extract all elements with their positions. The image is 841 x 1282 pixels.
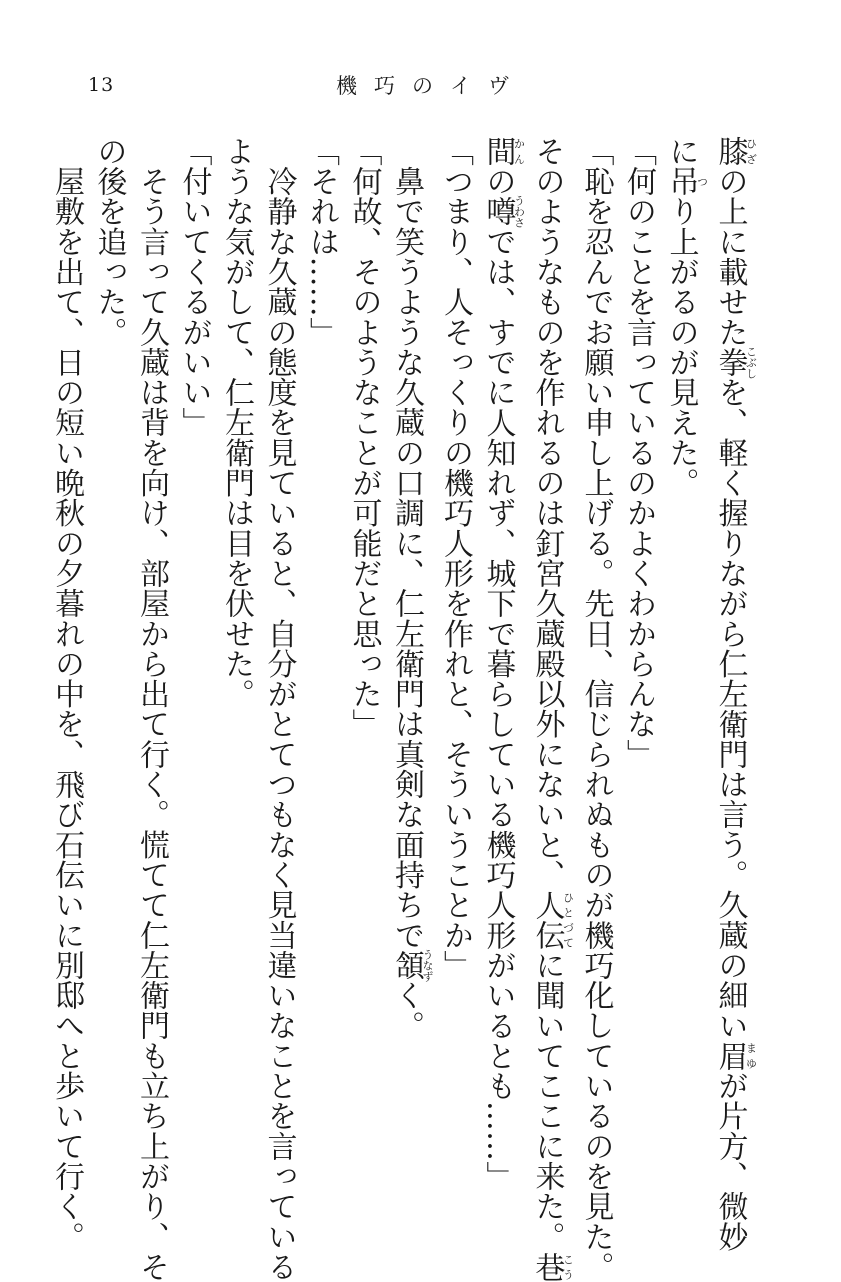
- furigana: こう: [561, 1251, 575, 1282]
- ruby-word: 吊つ: [663, 166, 709, 197]
- text-line: 「それは……」: [304, 136, 339, 348]
- ruby-word: 間かん: [480, 136, 526, 167]
- text-line: の後を追った。: [91, 136, 127, 348]
- running-head-title: 機巧のイヴ: [336, 74, 526, 98]
- furigana: ひざ: [744, 136, 758, 167]
- furigana: うなず: [421, 948, 434, 982]
- furigana: つ: [695, 166, 709, 197]
- text-line: 膝ひざの上に載せた拳こぶしを、軽く握りながら仁左衛門は言う。久蔵の細い眉まゆが片方、微妙: [712, 136, 758, 1252]
- text-line: 「何のことを言っているのかよくわからんな」: [621, 136, 656, 770]
- text-line: 冷静な久蔵の態度を見ていると、自分がとてつもなく見当違いなことを言っている: [261, 136, 297, 1282]
- text-line: そう言って久蔵は背を向け、部屋から出て行く。慌てて仁左衛門も立ち上がり、そ: [134, 136, 169, 1282]
- text-line: 「付いてくるがいい」: [176, 136, 212, 438]
- page-number: 13: [88, 74, 115, 96]
- text-line: 「何故、そのようなことが可能だと思った」: [346, 136, 382, 739]
- text-line: 間かんの噂うわさでは、すでに人知れず、城下で暮らしている機巧人形がいるとも……」: [480, 136, 526, 1192]
- text-line: 「恥を忍んでお願い申し上げる。先日、信じられぬものが機巧化しているのを見た。: [578, 136, 614, 1282]
- text-line: 鼻で笑うような久蔵の口調に、仁左衛門は真剣な面持ちで頷うなずく。: [389, 136, 434, 1041]
- text-line: 「つまり、人そっくりの機巧人形を作れと、そういうことか」: [438, 136, 473, 981]
- text-line: 屋敷を出て、日の短い晩秋の夕暮れの中を、飛び石伝いに別邸へと歩いて行く。: [49, 136, 84, 1252]
- ruby-word: 拳こぶし: [712, 345, 758, 379]
- ruby-word: 膝ひざ: [712, 136, 758, 167]
- furigana: うわさ: [512, 194, 526, 228]
- ruby-word: 頷うなず: [389, 948, 434, 982]
- ruby-word: 噂うわさ: [480, 194, 526, 228]
- text-line: ような気がして、仁左衛門は目を伏せた。: [219, 136, 254, 709]
- text-line: に吊つり上がるのが見えた。: [663, 136, 709, 498]
- furigana: ひとづて: [561, 889, 575, 951]
- furigana: こぶし: [744, 345, 758, 379]
- body-text: [45, 136, 758, 1282]
- text-line: そのようなものを作れるのは釘宮久蔵殿以外にないと、人伝ひとづてに聞いてここに来た。巷こう: [529, 136, 575, 1282]
- furigana: かん: [512, 136, 526, 167]
- ruby-word: 人伝ひとづて: [529, 889, 575, 951]
- furigana: まゆ: [744, 1040, 758, 1071]
- ruby-word: 眉まゆ: [712, 1040, 758, 1071]
- ruby-word: 巷こう: [529, 1251, 575, 1282]
